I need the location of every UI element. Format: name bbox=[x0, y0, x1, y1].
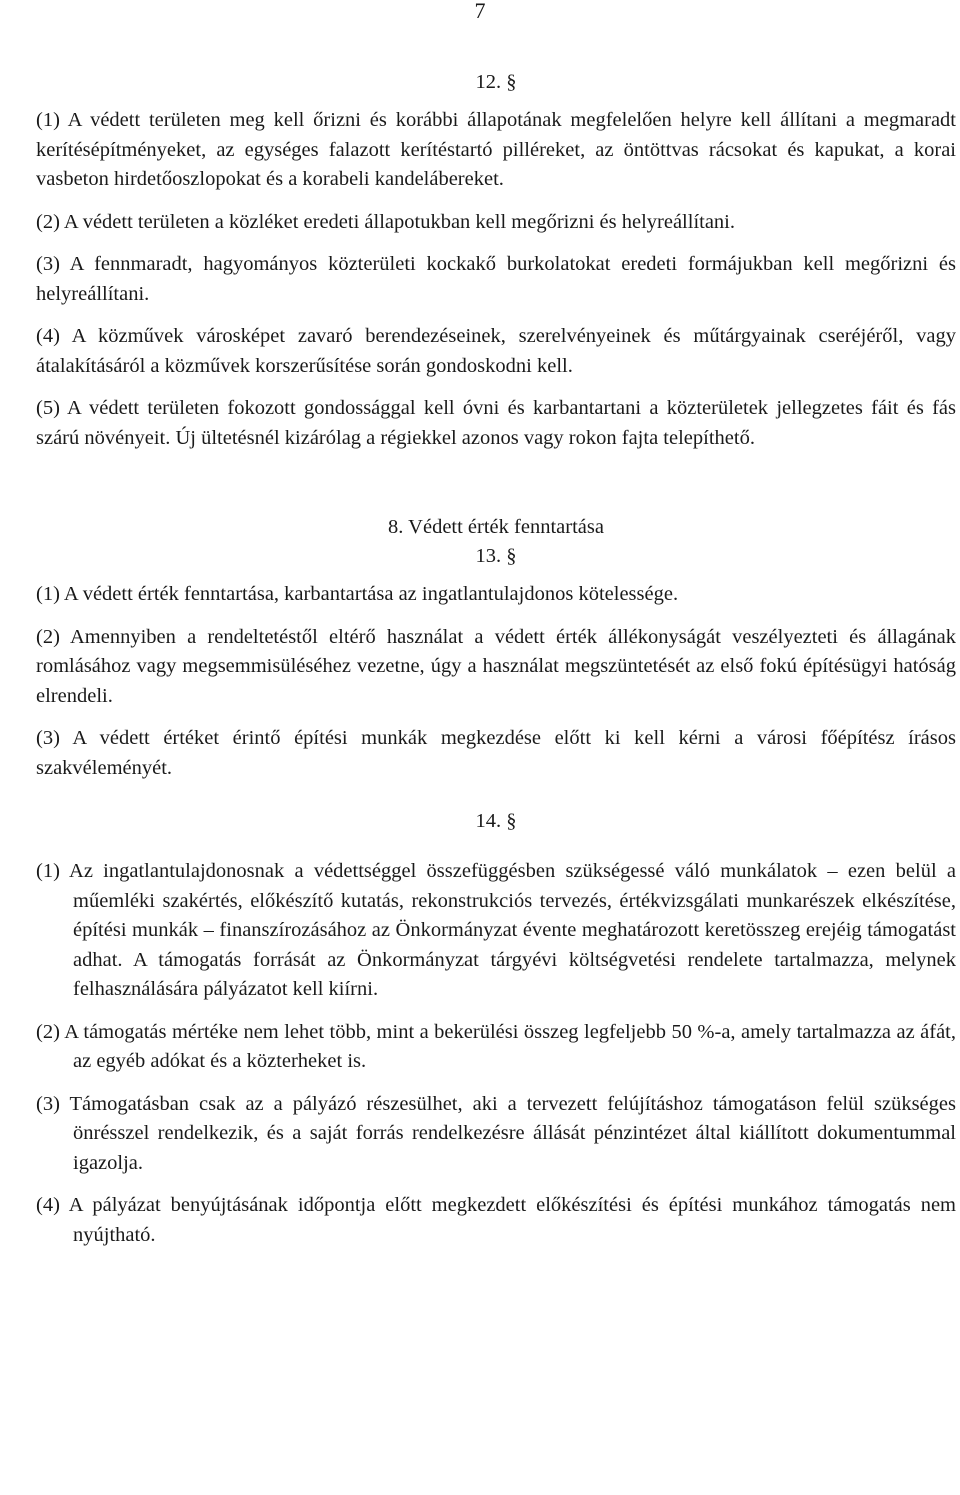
section-12-heading: 12. § bbox=[475, 71, 517, 93]
section-13-paragraph-2: (2) Amennyiben a rendeltetéstől eltérő használat a védett érték állékonyságát veszélyezteti és állagának romlásához vagy megsemmisüléséhez vezetne, úgy a használat megszüntetését az első fokú építésügyi hatóság elrendeli. bbox=[36, 625, 956, 707]
section-14-paragraph-4: (4) A pályázat benyújtásának időpontja előtt megkezdett előkészítési és építési munkához támogatás nem nyújtható. bbox=[36, 1194, 956, 1246]
section-13-heading: 13. § bbox=[475, 545, 517, 567]
section-13-paragraph-1: (1) A védett érték fenntartása, karbantartása az ingatlantulajdonos kötelessége. bbox=[36, 583, 679, 605]
chapter-8-title: 8. Védett érték fenntartása bbox=[388, 516, 604, 538]
section-12-paragraph-1: (1) A védett területen meg kell őrizni és korábbi állapotának megfelelően helyre kell állítani a megmaradt kerítésépítményeket, az egységes falazott kerítéstartó pilléreket, az öntöttvas rácsokat és kapukat, a korai vasbeton hirdetőoszlopokat és a korabeli kandelábereket. bbox=[36, 109, 956, 190]
section-14-paragraph-2: (2) A támogatás mértéke nem lehet több, mint a bekerülési összeg legfeljebb 50 %-a, amely tartalmazza az áfát, az egyéb adókat és a közterheket is. bbox=[36, 1020, 956, 1072]
section-14-heading: 14. § bbox=[475, 810, 517, 832]
section-12-paragraph-2: (2) A védett területen a közléket eredeti állapotukban kell megőrizni és helyreállítani. bbox=[36, 210, 736, 233]
page-number: 7 bbox=[474, 0, 486, 23]
section-13-paragraph-3: (3) A védett értéket érintő építési munkák megkezdése előtt ki kell kérni a városi főépítész írásos szakvéleményét. bbox=[36, 727, 956, 779]
section-14-paragraph-1: (1) Az ingatlantulajdonosnak a védettséggel összefüggésben szükségessé váló munkálatok – ezen belül a műemléki szakértés, előkészítő kutatás, rekonstrukciós tervezés, értékvizsgálati munkarészek elkészítése, építési munkák – finanszírozásához az Önkormányzat évente meghatározott keretösszeg erejéig támogatást adhat. A támogatás forrását az Önkormányzat tárgyévi költségvetési rendelete tartalmazza, melynek felhasználására pályázatot kell kiírni. bbox=[36, 860, 956, 1000]
section-12-paragraph-3: (3) A fennmaradt, hagyományos közterületi kockakő burkolatokat eredeti formájukban kell megőrizni és helyreállítani. bbox=[36, 253, 956, 305]
section-12-paragraph-5: (5) A védett területen fokozott gondossággal kell óvni és karbantartani a közterületek jellegzetes fáit és fás szárú növényeit. Új ültetésnél kizárólag a régiekkel azonos vagy rokon fajta telepíthető. bbox=[36, 397, 956, 449]
section-12-paragraph-4: (4) A közművek városképet zavaró berendezéseinek, szerelvényeinek és műtárgyainak cseréjéről, vagy átalakításáról a közművek korszerűsítése során gondoskodni kell. bbox=[36, 325, 956, 377]
document-body bbox=[36, 68, 956, 1250]
section-14-paragraph-3: (3) Támogatásban csak az a pályázó részesülhet, aki a tervezett felújításhoz támogatáson felül szükséges önrésszel rendelkezik, és a saját forrás rendelkezésre állását pénzintézet által kiállított dokumentummal igazolja. bbox=[36, 1092, 956, 1174]
